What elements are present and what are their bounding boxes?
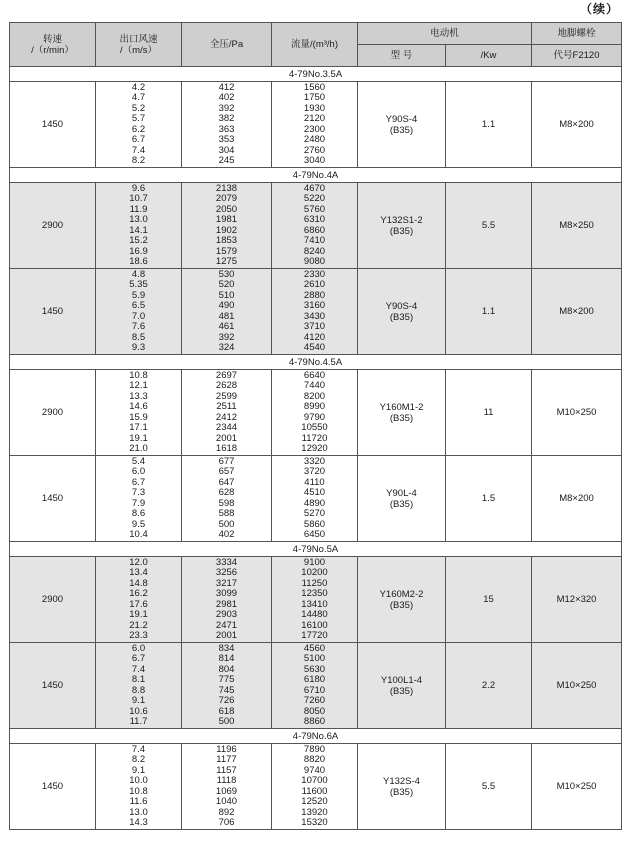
outlet-value: 8.2 [131,754,146,765]
pressure-value: 1618 [215,443,238,454]
pressure-value: 1579 [215,245,238,257]
flow-value: 4110 [304,476,325,488]
bolt-cell: M8×250 [532,183,622,269]
flow-value: 5100 [303,653,326,664]
motor-mount: (B35) [389,685,414,697]
motor-mount: (B35) [389,225,414,237]
model-cell [358,183,446,269]
outlet-value: 16.2 [129,588,148,599]
outlet-value: 5.9 [131,289,146,301]
power-cell: 11 [446,370,532,456]
pressure-value: 353 [218,134,235,145]
flow-value: 13920 [301,806,328,818]
flow-value: 11720 [301,432,328,444]
flow-value: 3320 [303,455,326,467]
flow-cell [272,82,358,168]
bolt-cell: M8×200 [532,269,622,355]
outlet-value: 10.6 [129,705,148,717]
pressure-value: 628 [218,487,235,498]
outlet-header-unit: /（m/s） [120,44,157,56]
speed-header-label: 转速 [42,33,62,45]
pressure-header: 全压/Pa [182,23,272,67]
outlet-value: 9.3 [131,342,146,353]
power-cell: 5.5 [446,183,532,269]
speed-header-unit: /（r/min） [31,44,74,56]
outlet-value: 8.2 [131,155,146,166]
section-title-row [10,729,622,744]
table-header [10,23,622,67]
outlet-value: 4.2 [131,81,146,93]
outlet-value: 11.9 [129,203,148,215]
pressure-value: 775 [218,674,235,685]
outlet-value: 13.0 [129,214,148,225]
pressure-cell [182,557,272,643]
flow-value: 11600 [301,785,328,797]
pressure-value: 2001 [215,630,238,641]
outlet-value: 18.6 [129,256,148,267]
outlet-value: 7.4 [131,663,146,675]
flow-value: 8820 [303,754,326,765]
pressure-value: 2079 [215,193,238,204]
flow-value: 2120 [303,113,326,124]
flow-value: 10550 [301,422,328,433]
speed-cell: 1450 [10,643,96,729]
bolt-cell: M10×250 [532,643,622,729]
flow-value: 5220 [303,193,326,204]
pressure-value: 3217 [215,577,238,589]
table-row [10,82,622,168]
model-header: 型 号 [358,45,446,67]
outlet-cell [96,643,182,729]
flow-value: 7890 [303,743,326,755]
section-title-row [10,168,622,183]
outlet-value: 13.4 [129,567,148,578]
outlet-value: 14.1 [129,224,148,236]
flow-cell [272,456,358,542]
pressure-value: 804 [218,663,235,675]
outlet-cell [96,82,182,168]
pressure-value: 3256 [215,567,238,578]
outlet-value: 6.2 [131,123,146,135]
pressure-value: 412 [218,81,235,93]
pressure-cell [182,744,272,830]
outlet-value: 14.3 [129,817,148,828]
section-title: 4-79No.5A [10,542,622,557]
outlet-value: 14.8 [129,577,148,589]
pressure-cell [182,456,272,542]
motor-mount: (B35) [389,786,414,798]
outlet-value: 15.9 [129,411,148,423]
flow-value: 10700 [301,775,328,786]
outlet-value: 14.6 [129,401,148,412]
outlet-value: 8.1 [131,674,146,685]
outlet-value: 7.9 [131,497,146,509]
table-row [10,456,622,542]
flow-value: 2300 [303,123,326,135]
section-title: 4-79No.4A [10,168,622,183]
flow-value: 12920 [301,443,328,454]
pressure-value: 1069 [215,785,238,797]
pressure-value: 382 [218,113,235,124]
pressure-value: 500 [218,518,235,530]
power-header: /Kw [446,45,532,67]
table-body [10,67,622,830]
bolt-header: 地脚螺栓 [532,23,622,45]
outlet-value: 6.5 [131,300,146,311]
motor-mount: (B35) [389,311,414,323]
outlet-value: 7.0 [131,310,146,322]
pressure-value: 657 [218,466,235,477]
outlet-value: 10.8 [129,369,148,381]
flow-header: 流量/(m³/h) [272,23,358,67]
flow-value: 7260 [303,695,326,706]
flow-value: 2480 [303,134,326,145]
outlet-value: 6.0 [131,642,146,654]
motor-mount: (B35) [389,412,414,424]
motor-mount: (B35) [389,498,414,510]
pressure-value: 2697 [215,369,238,381]
bolt-cell: M8×200 [532,82,622,168]
table-row [10,370,622,456]
outlet-value: 7.4 [131,144,146,156]
speed-cell: 1450 [10,744,96,830]
motor-model: Y100L1-4 [380,674,423,686]
pressure-value: 598 [218,497,235,509]
outlet-value: 21.2 [129,619,148,631]
speed-cell: 1450 [10,269,96,355]
flow-value: 6640 [303,369,326,381]
outlet-value: 8.5 [131,331,146,343]
table-row [10,557,622,643]
pressure-cell [182,643,272,729]
outlet-value: 10.8 [129,785,148,797]
pressure-value: 1981 [215,214,238,225]
flow-value: 2760 [303,144,326,156]
model-cell [358,82,446,168]
pressure-value: 510 [218,289,235,301]
bolt-cell: M8×200 [532,456,622,542]
pressure-value: 490 [218,300,235,311]
speed-cell: 2900 [10,183,96,269]
flow-value: 17720 [301,630,328,641]
outlet-value: 9.6 [131,182,146,194]
outlet-value: 10.4 [129,529,148,540]
pressure-value: 530 [218,268,235,280]
continued-label: （续） [579,2,619,16]
model-cell [358,643,446,729]
flow-value: 3720 [303,466,326,477]
pressure-cell [182,82,272,168]
pressure-value: 461 [218,321,235,332]
model-cell [358,370,446,456]
table-row [10,744,622,830]
pressure-value: 1157 [216,764,237,776]
outlet-cell [96,557,182,643]
outlet-value: 13.3 [129,390,148,402]
speed-header [10,23,96,67]
power-cell: 15 [446,557,532,643]
pressure-value: 402 [218,92,235,103]
pressure-value: 706 [218,817,235,828]
pressure-value: 1196 [216,743,237,755]
pressure-value: 392 [218,102,235,114]
outlet-value: 6.0 [131,466,146,477]
pressure-value: 814 [218,653,235,664]
flow-value: 6180 [303,674,326,685]
pressure-value: 892 [218,806,235,818]
pressure-value: 1177 [216,754,237,765]
flow-value: 8200 [303,390,326,402]
outlet-value: 7.6 [131,321,146,332]
flow-value: 4120 [303,331,326,343]
flow-value: 1560 [303,81,326,93]
flow-cell [272,183,358,269]
flow-value: 1750 [303,92,326,103]
outlet-value: 19.1 [129,432,148,444]
power-cell: 2.2 [446,643,532,729]
power-cell: 5.5 [446,744,532,830]
outlet-value: 17.6 [129,598,148,610]
pressure-value: 2344 [215,422,238,433]
outlet-value: 21.0 [129,443,148,454]
flow-value: 3430 [303,310,326,322]
flow-value: 12520 [301,796,328,807]
model-cell [358,744,446,830]
speed-cell: 2900 [10,370,96,456]
pressure-cell [182,269,272,355]
flow-value: 3710 [303,321,326,332]
pressure-value: 588 [218,508,235,519]
outlet-value: 5.2 [131,102,146,114]
flow-value: 11250 [301,577,328,589]
outlet-cell [96,744,182,830]
outlet-value: 7.4 [131,743,146,755]
section-title-row [10,542,622,557]
flow-value: 5760 [303,203,326,215]
pressure-value: 2599 [215,390,238,402]
pressure-value: 2981 [215,598,238,610]
pressure-value: 2903 [215,609,238,620]
flow-value: 7440 [303,380,326,391]
pressure-value: 834 [218,642,235,654]
outlet-value: 11.7 [129,716,148,727]
model-cell [358,557,446,643]
flow-value: 9100 [303,556,326,568]
outlet-value: 8.8 [131,684,146,696]
pressure-value: 245 [218,155,235,166]
flow-value: 8860 [303,716,326,727]
outlet-value: 6.7 [131,476,146,488]
power-cell: 1.1 [446,269,532,355]
flow-value: 7410 [303,235,326,246]
section-title: 4-79No.3.5A [10,67,622,82]
flow-value: 14480 [301,609,328,620]
flow-value: 9790 [303,411,326,423]
outlet-value: 16.9 [129,245,148,257]
section-title: 4-79No.6A [10,729,622,744]
outlet-value: 12.0 [129,556,148,568]
flow-value: 2880 [303,289,326,301]
flow-value: 8050 [303,705,326,717]
motor-mount: (B35) [389,599,414,611]
flow-value: 8240 [303,245,326,257]
flow-value: 3040 [303,155,326,166]
outlet-value: 10.7 [129,193,148,204]
outlet-value: 4.7 [131,92,146,103]
outlet-value: 12.1 [129,380,148,391]
motor-mount: (B35) [389,124,414,136]
flow-value: 4560 [303,642,326,654]
outlet-value: 7.3 [131,487,146,498]
flow-value: 6860 [303,224,326,236]
flow-cell [272,370,358,456]
pressure-value: 647 [218,476,235,488]
flow-value: 5270 [303,508,326,519]
outlet-value: 23.3 [129,630,148,641]
flow-value: 1930 [303,102,326,114]
bolt-cell: M12×320 [532,557,622,643]
pressure-value: 2050 [215,203,238,215]
speed-cell: 1450 [10,82,96,168]
flow-value: 6310 [303,214,326,225]
flow-value: 4670 [303,182,326,194]
pressure-value: 1902 [215,224,238,236]
outlet-cell [96,183,182,269]
table-row [10,643,622,729]
model-cell [358,269,446,355]
speed-cell: 1450 [10,456,96,542]
motor-model: Y160M2-2 [379,588,424,600]
pressure-value: 2138 [215,182,238,194]
bolt-code-header: 代号F2120 [532,45,622,67]
outlet-cell [96,269,182,355]
pressure-value: 1040 [215,796,238,807]
pressure-value: 2471 [215,619,238,631]
outlet-value: 5.4 [131,455,146,467]
pressure-value: 2511 [216,401,237,412]
pressure-value: 3334 [215,556,238,568]
flow-value: 5860 [303,518,326,530]
power-cell: 1.1 [446,82,532,168]
outlet-value: 19.1 [129,609,148,620]
flow-value: 10200 [301,567,328,578]
section-title: 4-79No.4.5A [10,355,622,370]
outlet-cell [96,456,182,542]
motor-model: Y90S-4 [385,300,418,312]
bolt-cell: M10×250 [532,744,622,830]
table-row [10,183,622,269]
speed-cell: 2900 [10,557,96,643]
outlet-value: 4.8 [131,268,146,280]
outlet-header-label: 出口风速 [119,33,158,45]
section-title-row [10,67,622,82]
flow-value: 12350 [301,588,328,599]
flow-value: 9740 [303,764,326,776]
pressure-value: 3099 [215,588,238,599]
pressure-value: 1118 [216,775,237,786]
section-title-row [10,355,622,370]
pressure-value: 2412 [215,411,238,423]
model-cell [358,456,446,542]
bolt-cell: M10×250 [532,370,622,456]
outlet-value: 17.1 [129,422,148,433]
pressure-value: 520 [218,279,235,290]
pressure-value: 481 [218,310,235,322]
pressure-value: 402 [218,529,235,540]
outlet-value: 13.0 [129,806,148,818]
flow-value: 4510 [303,487,326,498]
pressure-value: 2001 [215,432,238,444]
outlet-value: 6.7 [131,134,146,145]
flow-value: 5630 [303,663,326,675]
motor-header: 电动机 [358,23,532,45]
flow-value: 16100 [301,619,328,631]
pressure-value: 745 [218,684,235,696]
pressure-value: 618 [218,705,235,717]
outlet-value: 9.1 [131,695,146,706]
flow-value: 6450 [303,529,326,540]
flow-cell [272,557,358,643]
pressure-value: 726 [218,695,235,706]
outlet-value: 6.7 [131,653,146,664]
pressure-value: 363 [218,123,235,135]
pressure-cell [182,370,272,456]
flow-value: 2330 [303,268,326,280]
outlet-value: 5.7 [131,113,146,124]
pressure-cell [182,183,272,269]
outlet-value: 8.6 [131,508,146,519]
flow-value: 8990 [303,401,326,412]
flow-value: 15320 [301,817,328,828]
flow-cell [272,744,358,830]
fan-spec-table [9,22,622,830]
pressure-value: 500 [218,716,235,727]
pressure-value: 1275 [215,256,238,267]
motor-model: Y90S-4 [385,113,418,125]
outlet-value: 9.1 [131,764,146,776]
pressure-value: 324 [218,342,235,353]
flow-value: 3160 [303,300,326,311]
outlet-header [96,23,182,67]
power-cell: 1.5 [446,456,532,542]
flow-value: 4540 [303,342,326,353]
pressure-value: 392 [218,331,235,343]
outlet-value: 11.6 [129,796,148,807]
motor-model: Y132S-4 [383,775,420,787]
table-row [10,269,622,355]
outlet-cell [96,370,182,456]
flow-value: 2610 [303,279,326,290]
pressure-value: 304 [218,144,235,156]
motor-model: Y160M1-2 [379,401,424,413]
outlet-value: 15.2 [129,235,148,246]
outlet-value: 9.5 [131,518,146,530]
motor-model: Y90L-4 [386,487,417,499]
flow-cell [272,643,358,729]
outlet-value: 5.35 [129,279,148,290]
pressure-value: 2628 [215,380,238,391]
pressure-value: 677 [218,455,235,467]
outlet-value: 10.0 [129,775,148,786]
motor-model: Y132S1-2 [380,214,423,226]
flow-cell [272,269,358,355]
pressure-value: 1853 [215,235,238,246]
flow-value: 6710 [303,684,326,696]
flow-value: 13410 [301,598,328,610]
flow-value: 9080 [303,256,326,267]
flow-value: 4890 [303,497,326,509]
